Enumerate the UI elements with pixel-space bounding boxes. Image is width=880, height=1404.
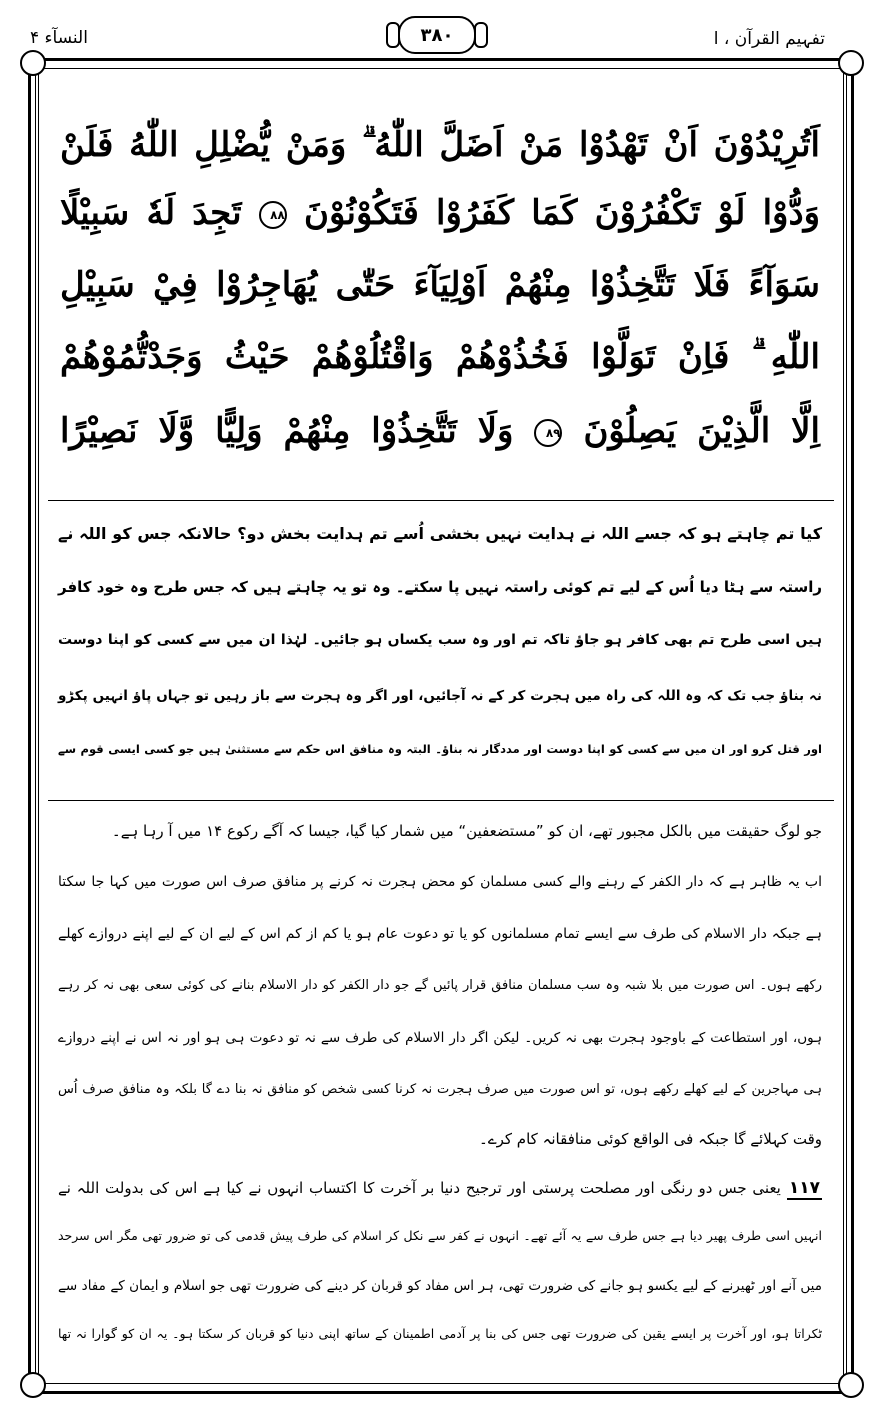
corner-ornament-icon bbox=[838, 50, 864, 76]
translation-line: راستہ سے ہٹا دیا اُس کے لیے تم کوئی راستہ نہیں پا سکتے۔ وہ تو یہ چاہتے ہیں کہ جس طرح وہ خود کافر bbox=[58, 578, 822, 596]
verse-line bbox=[60, 193, 820, 233]
footnote-117-line: ٹکراتا ہو، اور آخرت پر ایسے یقین کی ضرورت تھی جس کی بنا پر آدمی اطمینان کے ساتھ اپنی دنیا کو قربان کر سکتا ہو۔ یہ ان کو گوارا نہ تھا bbox=[58, 1326, 822, 1341]
footnote-line: اب یہ ظاہر ہے کہ دار الکفر کے رہنے والے کسی مسلمان کو محض ہجرت نہ کرنے پر منافق صرف اس صورت میں کہا جا سکتا bbox=[58, 874, 822, 890]
verse-segment: وَدُّوْا لَوْ تَكْفُرُوْنَ كَمَا كَفَرُوْا فَتَكُوْنُوْنَ bbox=[303, 193, 820, 233]
footnote-line: جو لوگ حقیقت میں بالکل مجبور تھے، ان کو ”مستضعفین“ میں شمار کیا گیا، جیسا کہ آگے رکوع ۱۴ میں آ رہا ہے۔ bbox=[111, 822, 822, 840]
translation-line: ہیں اسی طرح تم بھی کافر ہو جاؤ تاکہ تم اور وہ سب یکساں ہو جائیں۔ لہٰذا ان میں سے کسی کو اپنا دوست bbox=[58, 632, 822, 648]
surah-name: النسآء ۴ bbox=[30, 28, 88, 48]
footnote-117-line bbox=[58, 1178, 822, 1200]
verse-line: اللّٰهِ ۗ فَاِنْ تَوَلَّوْا فَخُذُوْهُمْ وَاقْتُلُوْهُمْ حَيْثُ وَجَدْتُّمُوْهُمْ bbox=[60, 337, 820, 377]
verse-segment: تَجِدَ لَهٗ سَبِيْلًا bbox=[60, 193, 242, 233]
left-border-ornament bbox=[28, 58, 36, 1394]
footnote-number: ۱۱۷ bbox=[788, 1178, 820, 1198]
translation-line: کیا تم چاہتے ہو کہ جسے اللہ نے ہدایت نہیں بخشی اُسے تم ہدایت بخش دو؟ حالانکہ جس کو اللہ نے bbox=[58, 524, 822, 543]
right-border-ornament bbox=[846, 58, 854, 1394]
book-title: تفہیم القرآن ، ا bbox=[713, 29, 825, 49]
corner-ornament-icon bbox=[20, 50, 46, 76]
section-divider bbox=[48, 500, 834, 501]
footnote-117-line: انہیں اسی طرف پھیر دیا ہے جس طرف سے یہ آئے تھے۔ انہوں نے کفر سے نکل کر اسلام کی طرف پیش قدمی کی تو ضرور تھی مگر اس سرحد bbox=[58, 1228, 822, 1243]
corner-ornament-icon bbox=[20, 1372, 46, 1398]
footnote-line: رکھے ہوں۔ اس صورت میں بلا شبہ وہ سب مسلمان منافق قرار پائیں گے جو دار الکفر کو دار الاسلام بنانے کی کوئی سعی بھی نہ کر رہے bbox=[58, 978, 822, 993]
translation-line: نہ بناؤ جب تک کہ وہ اللہ کی راہ میں ہجرت کر کے نہ آجائیں، اور اگر وہ ہجرت سے باز رہیں تو جہاں پاؤ انہیں پکڑو bbox=[58, 688, 822, 704]
verse-line: اَتُرِيْدُوْنَ اَنْ تَهْدُوْا مَنْ اَضَلَّ اللّٰهُ ۗ وَمَنْ يُّضْلِلِ اللّٰهُ فَلَنْ bbox=[60, 125, 820, 165]
ayah-number-marker: ۸۸ bbox=[259, 201, 287, 229]
translation-line: اور قتل کرو اور ان میں سے کسی کو اپنا دوست اور مددگار نہ بناؤ۔ البتہ وہ منافق اس حکم سے مستثنیٰ ہیں جو کسی ایسی قوم سے bbox=[58, 742, 822, 756]
verse-line: سَوَآءً فَلَا تَتَّخِذُوْا مِنْهُمْ اَوْلِيَآءَ حَتّٰى يُهَاجِرُوْا فِيْ سَبِيْلِ bbox=[60, 265, 820, 305]
footnote-line: ہوں، اور استطاعت کے باوجود ہجرت بھی نہ کریں۔ لیکن اگر دار الاسلام کی طرف سے نہ تو دعوت ہی ہو اور نہ اس نے اپنے دروازے bbox=[58, 1030, 822, 1046]
footnote-line: وقت کہلائے گا جبکہ فی الواقع کوئی منافقانہ کام کرے۔ bbox=[479, 1130, 822, 1148]
verse-segment: وَلَا تَتَّخِذُوْا مِنْهُمْ وَلِيًّا وَّلَا نَصِيْرًا bbox=[60, 411, 514, 451]
verse-segment: اِلَّا الَّذِيْنَ يَصِلُوْنَ bbox=[583, 411, 820, 451]
footnote-line: ہی مہاجرین کے لیے کھلے رکھے ہوں، تو اس صورت میں صرف ہجرت نہ کرنا کسی شخص کو منافق نہ بنا دے گا بلکہ وہ منافق صرف اُس bbox=[58, 1082, 822, 1097]
footnote-117-line: میں آنے اور ٹھیرنے کے لیے یکسو ہو جانے کی ضرورت تھی، ہر اس مفاد کو قربان کر دینے کی ضرورت تھی جو اسلام و ایمان کے مفاد سے bbox=[58, 1278, 822, 1294]
section-divider bbox=[48, 800, 834, 801]
footnote-line: ہے جبکہ دار الاسلام کی طرف سے ایسے تمام مسلمانوں کو یا تو دعوت عام ہو یا کم از کم اس کے لیے ان کے لیے اپنے دروازے کھلے bbox=[58, 926, 822, 942]
page-number: ۳۸۰ bbox=[398, 16, 476, 54]
ayah-number-marker: ۸۹ bbox=[534, 419, 562, 447]
corner-ornament-icon bbox=[838, 1372, 864, 1398]
footnote-text: یعنی جس دو رنگی اور مصلحت پرستی اور ترجیح دنیا بر آخرت کا اکتساب انہوں نے کیا ہے اس کی بدولت اللہ نے bbox=[58, 1179, 781, 1197]
verse-line bbox=[60, 411, 820, 451]
